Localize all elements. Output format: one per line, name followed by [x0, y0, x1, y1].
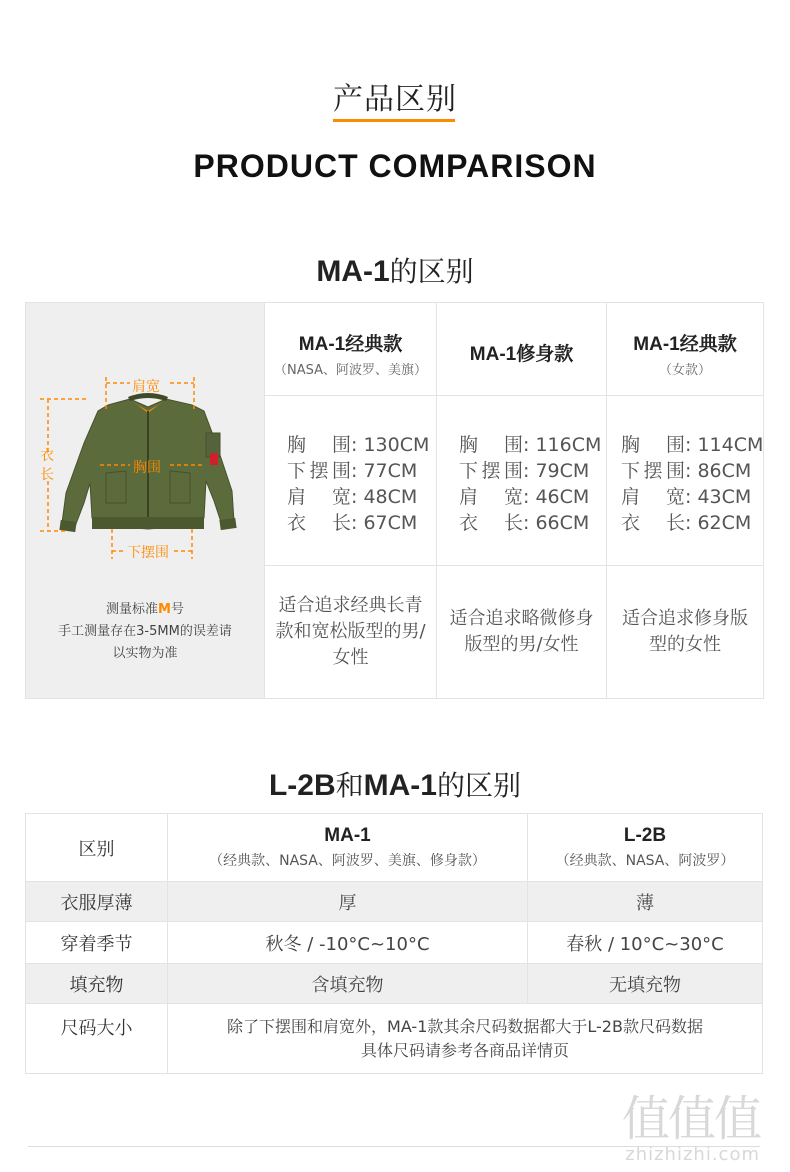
table-row — [26, 882, 762, 922]
meas-label: 衣 长 — [287, 512, 351, 534]
fit-description: 适合追求修身版型的女性 — [622, 608, 748, 655]
meas-value: : 62CM — [685, 512, 752, 534]
shoulder-label: 肩宽 — [132, 379, 160, 395]
jacket-diagram — [26, 303, 264, 698]
header-cell-diff: 区别 — [26, 814, 168, 881]
column-name: MA-1修身款 — [469, 344, 574, 365]
size-description — [168, 1004, 762, 1073]
note-post: 号 — [170, 602, 184, 617]
meas-value: : 46CM — [523, 486, 590, 508]
row-label: 填充物 — [26, 964, 168, 1003]
header-cell-ma1 — [168, 814, 528, 881]
column-sub: （NASA、阿波罗、美旗） — [273, 363, 427, 378]
watermark — [622, 1092, 760, 1164]
size-line-1: 除了下摆围和肩宽外，MA-1款其余尺码数据都大于L-2B款尺码数据 — [227, 1016, 703, 1036]
meas-value: : 66CM — [523, 512, 590, 534]
page-title-en: PRODUCT COMPARISON — [193, 148, 597, 184]
table-row — [26, 964, 762, 1004]
header-l2b-name: L-2B — [623, 825, 667, 846]
section2-title-bold-1: L-2B — [268, 769, 336, 802]
meas-value: : 130CM — [351, 434, 430, 456]
fit-description: 适合追求经典长青款和宽松版型的男/女性 — [275, 595, 426, 668]
section1-title-rest: 的区别 — [389, 255, 474, 288]
size-line-2: 具体尺码请参考各商品详情页 — [360, 1040, 569, 1060]
section2-title-rest: 的区别 — [437, 769, 522, 802]
note-pre: 测量标准 — [106, 602, 159, 617]
meas-value: : 116CM — [523, 434, 602, 456]
meas-label: 胸 围 — [287, 434, 351, 456]
l2b-ma1-comparison-table — [25, 813, 763, 1074]
length-label-1: 衣 — [40, 448, 54, 464]
header-l2b-sub: （经典款、NASA、阿波罗） — [555, 853, 735, 869]
title-underline — [333, 119, 455, 122]
fit-description: 适合追求略微修身版型的男/女性 — [449, 608, 594, 655]
meas-value: : 43CM — [685, 486, 752, 508]
measurements — [459, 432, 601, 536]
column-ma1-women — [606, 303, 763, 698]
table-header-row — [26, 814, 762, 882]
header-ma1-name: MA-1 — [324, 825, 371, 846]
meas-value: : 86CM — [685, 460, 752, 482]
length-label-2: 长 — [40, 467, 54, 483]
header-cell-l2b — [528, 814, 762, 881]
column-ma1-slim — [436, 303, 606, 698]
column-name: MA-1经典款 — [633, 334, 737, 355]
watermark-logo: 值值值 — [621, 1091, 760, 1147]
column-ma1-classic — [264, 303, 436, 698]
meas-label: 肩 宽 — [621, 486, 685, 508]
ma1-comparison-table — [25, 302, 764, 699]
meas-value: : 67CM — [351, 512, 418, 534]
table-row — [26, 922, 762, 964]
row-l2b-value: 薄 — [636, 892, 654, 914]
row-ma1-value: 厚 — [168, 882, 528, 921]
row-ma1-value: 秋冬 / -10°C~10°C — [168, 922, 528, 963]
section1-title — [0, 250, 790, 290]
header-ma1-sub: （经典款、NASA、阿波罗、美旗、修身款） — [209, 853, 486, 869]
note-line-3: 以实物为准 — [112, 646, 178, 661]
measurement-note — [26, 599, 264, 665]
meas-label: 肩 宽 — [287, 486, 351, 508]
row-label: 尺码大小 — [26, 1004, 168, 1073]
column-sub: （女款） — [658, 363, 711, 378]
note-size-m: M — [158, 602, 171, 617]
page-title-cn: 产品区别 — [333, 82, 457, 117]
meas-label: 胸 围 — [459, 434, 523, 456]
meas-value: : 114CM — [685, 434, 764, 456]
meas-label: 衣 长 — [459, 512, 523, 534]
table-row-size — [26, 1004, 762, 1073]
watermark-url: zhizhizhi.com — [625, 1144, 760, 1165]
meas-value: : 79CM — [523, 460, 590, 482]
measurements — [621, 432, 763, 536]
row-l2b-value: 春秋 / 10°C~30°C — [566, 933, 724, 955]
measurements — [287, 432, 429, 536]
meas-label: 下摆围 — [287, 460, 351, 482]
section1-title-bold: MA-1 — [316, 255, 390, 288]
meas-value: : 48CM — [351, 486, 418, 508]
row-label: 穿着季节 — [26, 922, 168, 963]
row-label: 衣服厚薄 — [26, 882, 168, 921]
section2-title — [0, 764, 790, 804]
row-ma1-value: 含填充物 — [168, 964, 528, 1003]
meas-value: : 77CM — [351, 460, 418, 482]
section2-title-mid: 和 — [335, 769, 364, 802]
meas-label: 肩 宽 — [459, 486, 523, 508]
section2-title-bold-2: MA-1 — [363, 769, 437, 802]
chest-label: 胸围 — [133, 460, 161, 476]
note-line-2: 手工测量存在3-5MM的误差请 — [58, 624, 232, 639]
meas-label: 下摆围 — [459, 460, 523, 482]
column-name: MA-1经典款 — [298, 334, 403, 355]
meas-label: 衣 长 — [621, 512, 685, 534]
row-l2b-value: 无填充物 — [609, 974, 681, 996]
meas-label: 胸 围 — [621, 434, 685, 456]
meas-label: 下摆围 — [621, 460, 685, 482]
hem-label: 下摆围 — [127, 545, 169, 561]
